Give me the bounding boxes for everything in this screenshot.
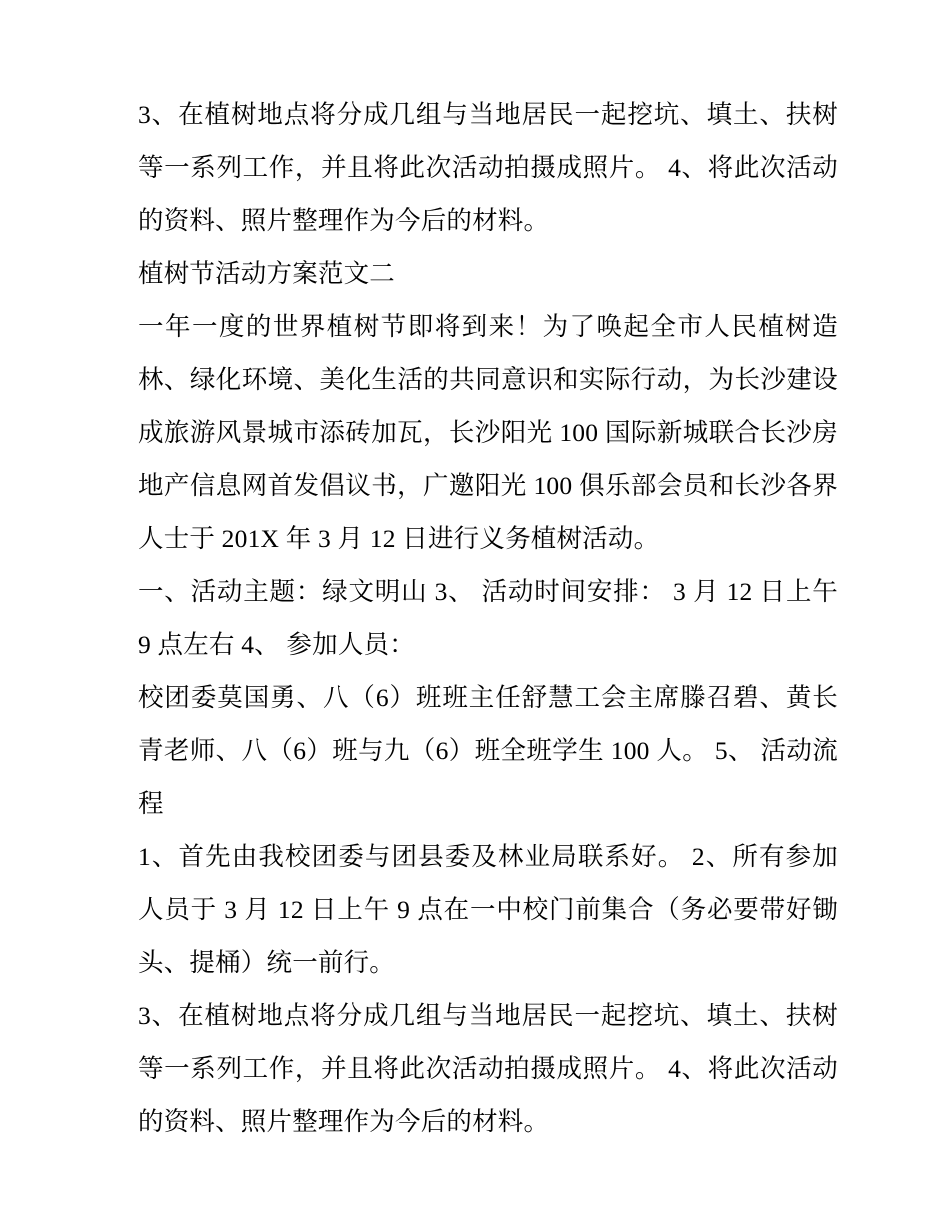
paragraph: 1、首先由我校团委与团县委及林业局联系好。 2、所有参加人员于 3 月 12 日上午 9 点在一中校门前集合（务必要带好锄头、提桶）统一前行。 bbox=[138, 842, 838, 977]
section-heading: 植树节活动方案范文二 bbox=[138, 259, 396, 288]
paragraph: 一、活动主题：绿文明山 3、 活动时间安排： 3 月 12 日上午 9 点左右 4、 参加人员： bbox=[138, 577, 845, 659]
paragraph: 校团委莫国勇、八（6）班班主任舒慧工会主席滕召碧、黄长青老师、八（6）班与九（6）班全班学生 100 人。 5、 活动流程 bbox=[138, 683, 838, 818]
paragraph: 3、在植树地点将分成几组与当地居民一起挖坑、填土、扶树等一系列工作，并且将此次活动拍摄成照片。 4、将此次活动的资料、照片整理作为今后的材料。 bbox=[138, 1001, 838, 1136]
paragraph: 3、在植树地点将分成几组与当地居民一起挖坑、填土、扶树等一系列工作，并且将此次活动拍摄成照片。 4、将此次活动的资料、照片整理作为今后的材料。 bbox=[138, 100, 838, 235]
document-body bbox=[138, 88, 845, 1148]
paragraph: 一年一度的世界植树节即将到来！为了唤起全市人民植树造林、绿化环境、美化生活的共同意识和实际行动，为长沙建设成旅游风景城市添砖加瓦，长沙阳光 100 国际新城联合长沙房地产信息网首发倡议书，广邀阳光 100 俱乐部会员和长沙各界人士于 201X 年 3 月 12 日进行义务植树活动。 bbox=[138, 312, 838, 553]
